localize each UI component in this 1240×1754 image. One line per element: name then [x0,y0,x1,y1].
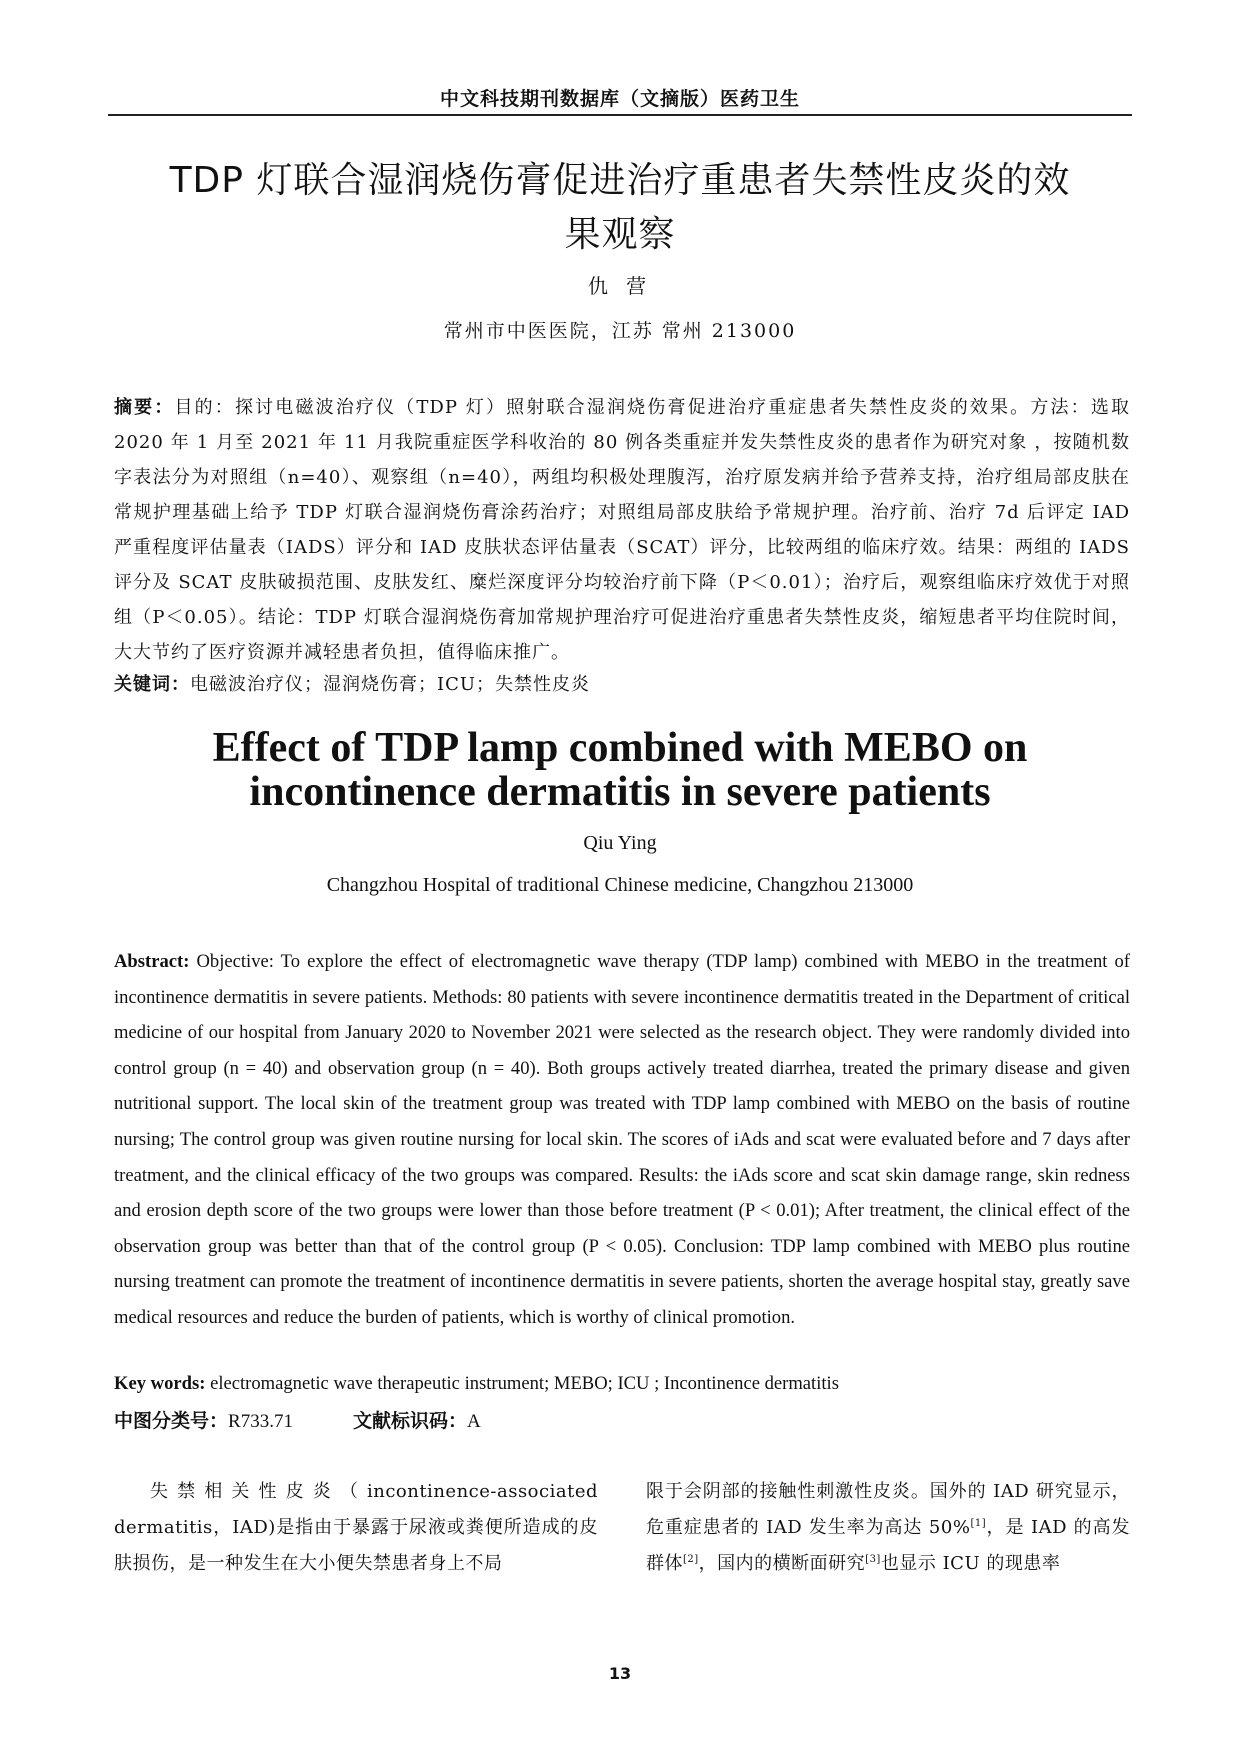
english-keywords [114,1373,1130,1395]
english-title-line-1: Effect of TDP lamp combined with MEBO on [212,725,1028,771]
chinese-abstract [114,390,1130,670]
english-abstract [114,944,1130,1336]
english-keywords-text: electromagnetic wave therapeutic instrument; MEBO; ICU ; Incontinence dermatitis [205,1373,839,1394]
doc-code-value: A [466,1411,481,1432]
body-right-column [646,1474,1130,1582]
page-number: 13 [608,1664,632,1683]
english-title-line-2: incontinence dermatitis in severe patients [249,769,991,815]
english-author: Qiu Ying [583,832,657,854]
chinese-abstract-label: 摘要： [114,397,175,418]
running-head: 中文科技期刊数据库（文摘版）医药卫生 [439,88,800,110]
english-abstract-text: Objective: To explore the effect of electromagnetic wave therapy (TDP lamp) combined with MEBO in the treatment of incontinence dermatitis in severe patients. Methods: 80 patients with severe incontinence dermatitis treated in the Department of critical medicine of our hospital from January 2020 to November 2021 were selected as the research object. They were randomly divided into control group (n = 40) and observation group (n = 40). Both groups actively treated diarrhea, treated the primary disease and given nutritional support. The local skin of the treatment group was treated with TDP lamp combined with MEBO on the basis of routine nursing; The control group was given routine nursing for local skin. The scores of iAds and scat were evaluated before and 7 days after treatment, and the clinical efficacy of the two groups was compared. Results: the iAds score and scat skin damage range, skin redness and erosion depth score of the two groups were lower than those before treatment (P < 0.01); After treatment, the clinical effect of the observation group was better than that of the control group (P < 0.05). Conclusion: TDP lamp combined with MEBO plus routine nursing treatment can promote the treatment of incontinence dermatitis in severe patients, shorten the average hospital stay, greatly save medical resources and reduce the burden of patients, which is worthy of clinical promotion. [114,951,1130,1328]
chinese-author: 仇 营 [587,274,653,298]
chinese-keywords [114,670,1130,696]
reference-2[interactable]: [2] [683,1554,699,1565]
chinese-keywords-text: 电磁波治疗仪；湿润烧伤膏；ICU；失禁性皮炎 [190,674,591,695]
english-keywords-label: Key words: [114,1373,206,1394]
body-right-text-3: ，国内的横断面研究 [698,1553,866,1574]
chinese-affiliation: 常州市中医医院，江苏 常州 213000 [443,320,797,342]
chinese-title [130,154,1110,262]
header-rule [108,114,1132,116]
chinese-title-line-2: 果观察 [564,214,676,255]
english-abstract-label: Abstract: [114,951,190,972]
reference-3[interactable]: [3] [865,1554,881,1565]
chinese-abstract-text: 目的：探讨电磁波治疗仪（TDP 灯）照射联合湿润烧伤膏促进治疗重症患者失禁性皮炎的效果。方法：选取 2020 年 1 月至 2021 年 11 月我院重症医学科收治的 80 例各类重症并发失禁性皮炎的患者作为研究对象 ，按随机数字表法分为对照组（n=40）、观察组（n=40），两组均积极处理腹泻，治疗原发病并给予营养支持，治疗组局部皮肤在常规护理基础上给予 TDP 灯联合湿润烧伤膏涂药治疗；对照组局部皮肤给予常规护理。治疗前、治疗 7d 后评定 IAD 严重程度评估量表（IADS）评分和 IAD 皮肤状态评估量表（SCAT）评分，比较两组的临床疗效。结果：两组的 IADS 评分及 SCAT 皮肤破损范围、皮肤发红、糜烂深度评分均较治疗前下降（P＜0.01）；治疗后，观察组临床疗效优于对照组（P＜0.05）。结论：TDP 灯联合湿润烧伤膏加常规护理治疗可促进治疗重患者失禁性皮炎，缩短患者平均住院时间，大大节约了医疗资源并减轻患者负担，值得临床推广。 [114,397,1130,663]
reference-1[interactable]: [1] [970,1518,987,1529]
english-affiliation: Changzhou Hospital of traditional Chinese medicine, Changzhou 213000 [326,874,914,896]
chinese-keywords-label: 关键词： [114,674,190,695]
clc-label: 中图分类号： [114,1410,229,1432]
body-right-text-4: 也显示 ICU 的现患率 [880,1553,1061,1574]
chinese-title-line-1: TDP 灯联合湿润烧伤膏促进治疗重患者失禁性皮炎的效 [169,160,1071,201]
english-title [100,726,1140,814]
body-right-text-1: 限于会阴部的接触性刺激性皮炎。国外的 IAD 研究显示，危重症患者的 IAD 发生率为高达 50% [646,1481,1130,1538]
clc-value: R733.71 [228,1411,293,1432]
classification-line [114,1406,1130,1433]
body-left-column: 失禁相关性皮炎（incontinence-associated dermatitis，IAD)是指由于暴露于尿液或粪便所造成的皮肤损伤，是一种发生在大小便失禁患者身上不局 [114,1481,598,1574]
body-right-text-2: ，是 IAD 的高发群体 [646,1517,1130,1574]
doc-code-label: 文献标识码： [352,1410,467,1432]
